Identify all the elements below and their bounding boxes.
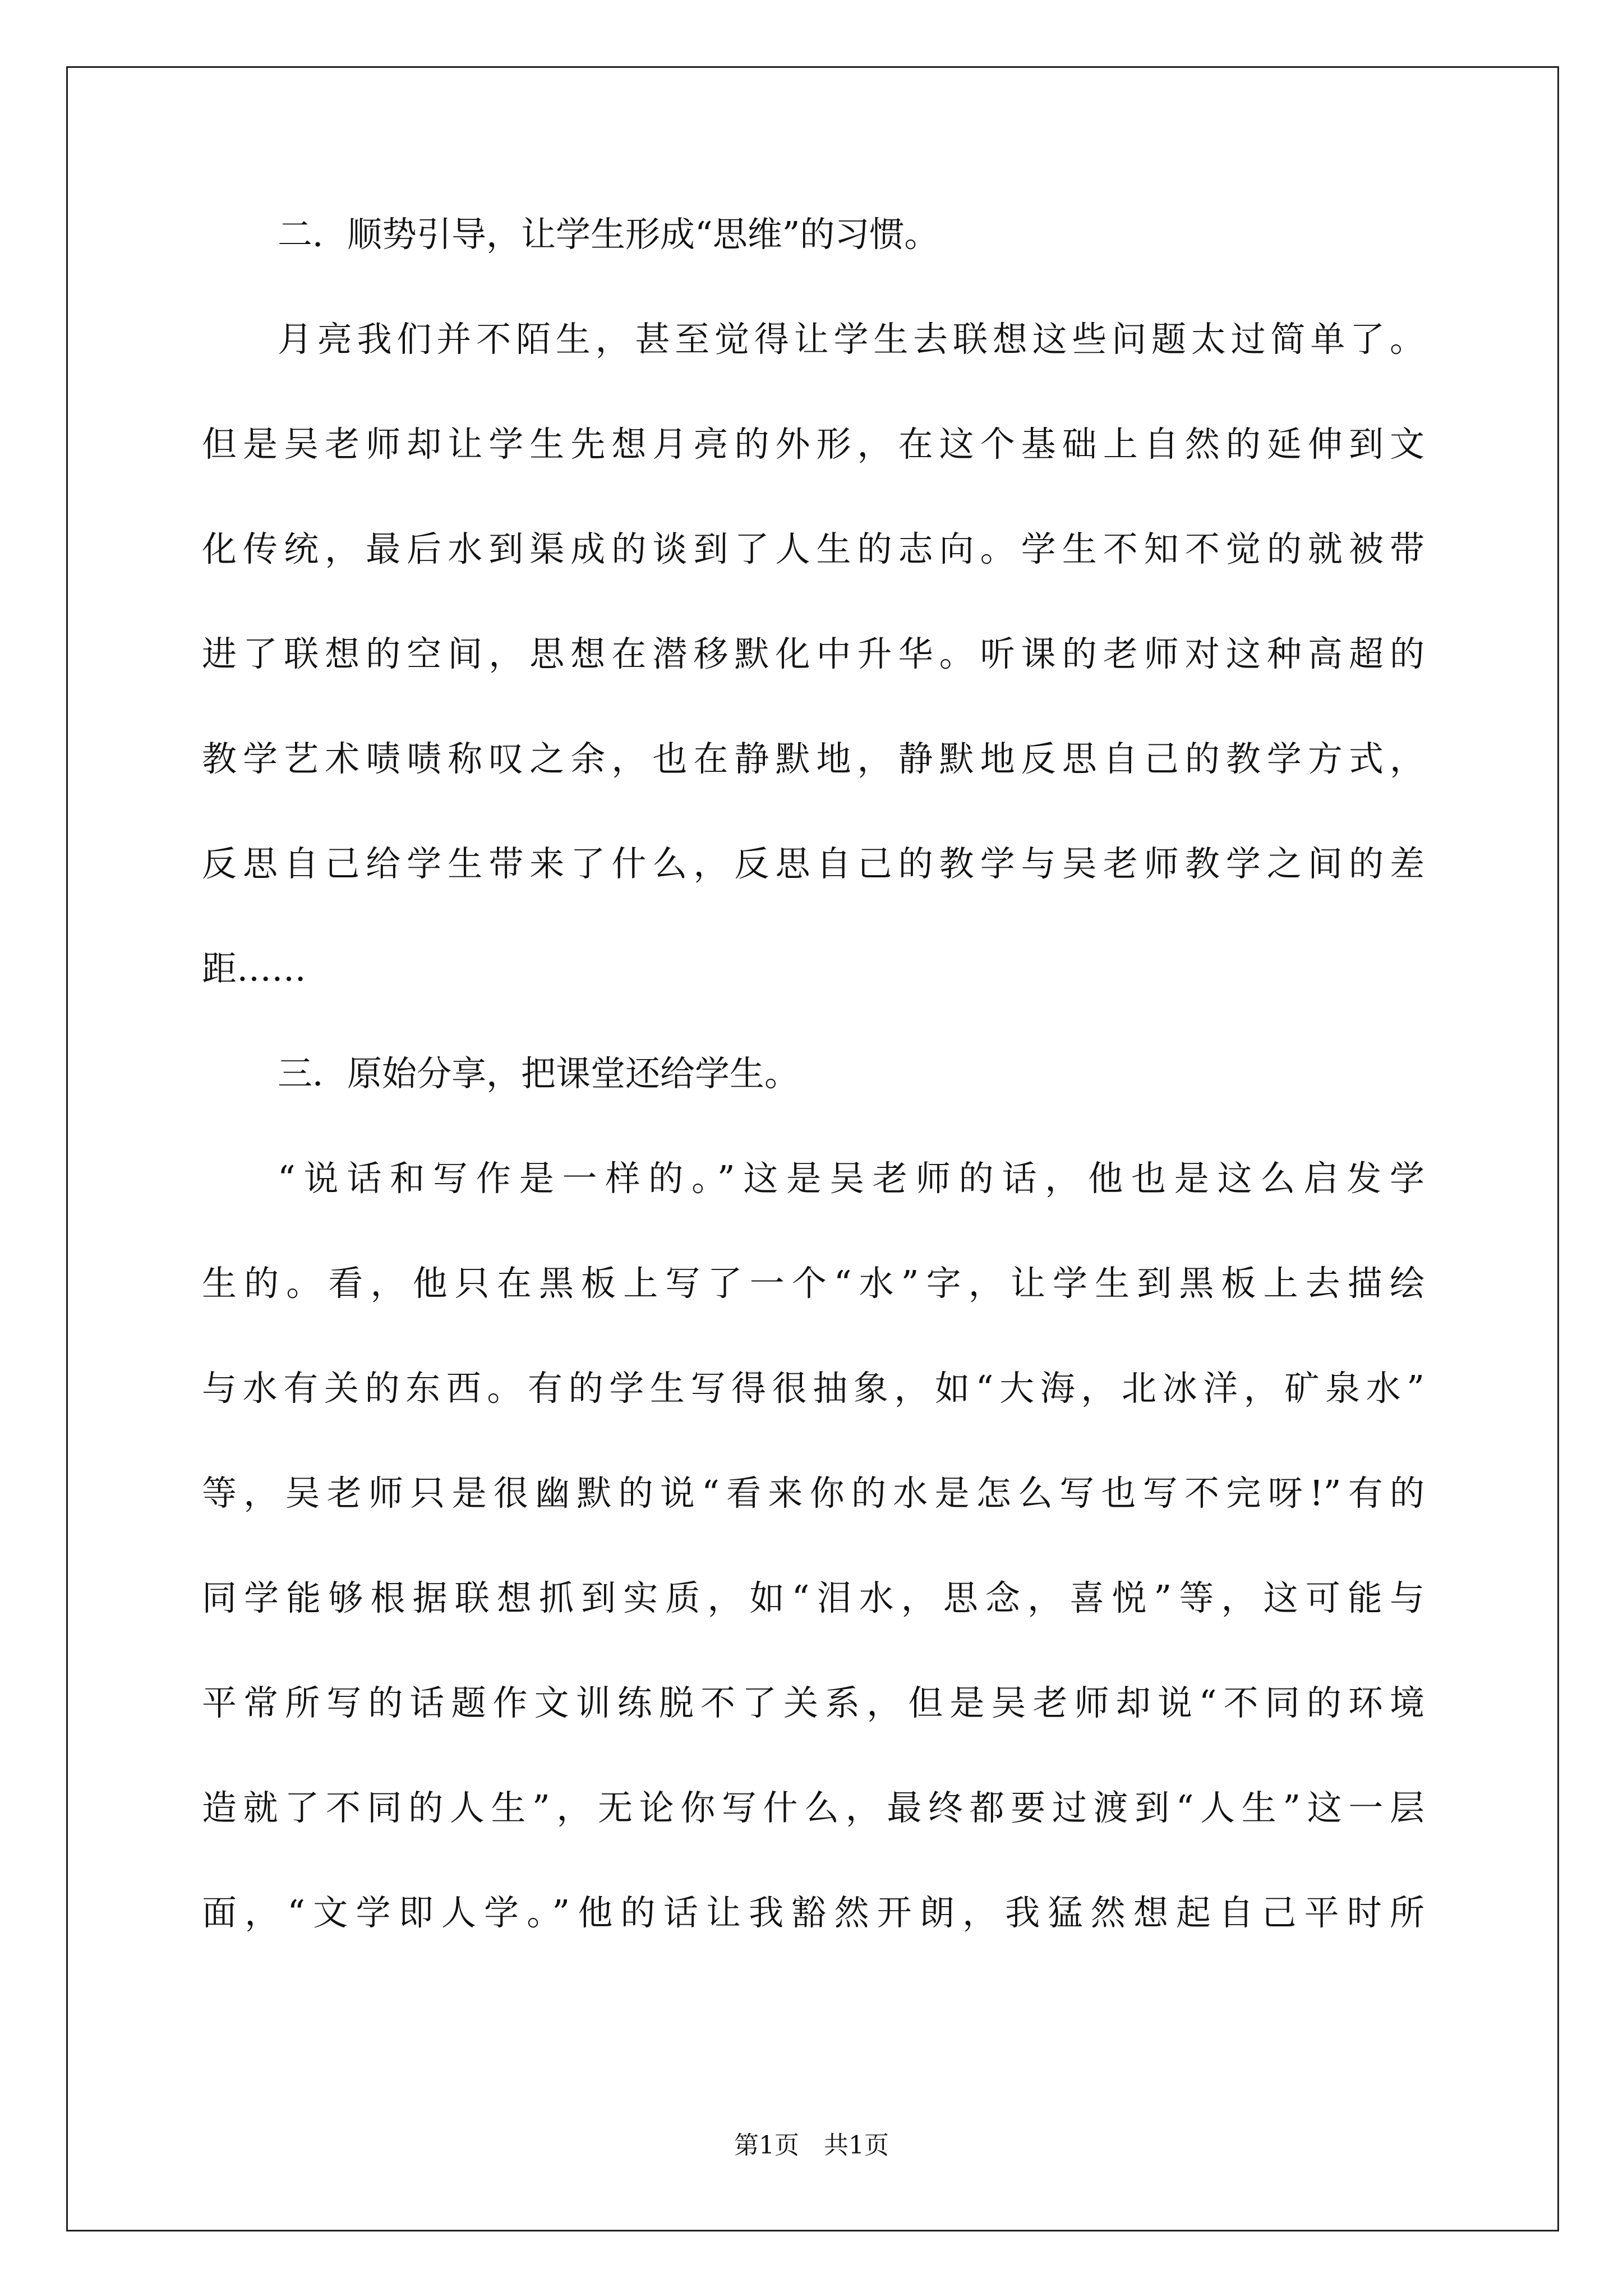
paragraph-line: 同学能够根据联想抓到实质，如“泪水，思念，喜悦”等，这可能与 bbox=[202, 1577, 1424, 1618]
paragraph-line: 生的。看，他只在黑板上写了一个“水”字，让学生到黑板上去描绘 bbox=[202, 1263, 1424, 1304]
paragraph-line: 等，吴老师只是很幽默的说“看来你的水是怎么写也写不完呀!”有的 bbox=[202, 1473, 1424, 1513]
paragraph-line: 平常所写的话题作文训练脱不了关系，但是吴老师却说“不同的环境 bbox=[202, 1682, 1424, 1723]
paragraph-line: 进了联想的空间，思想在潜移默化中升华。听课的老师对这种高超的 bbox=[202, 633, 1424, 674]
paragraph-line: 月亮我们并不陌生，甚至觉得让学生去联想这些问题太过简单了。 bbox=[278, 319, 1424, 360]
section-heading-three: 三．原始分享，把课堂还给学生。 bbox=[278, 1053, 800, 1094]
paragraph-line: 化传统，最后水到渠成的谈到了人生的志向。学生不知不觉的就被带 bbox=[202, 528, 1424, 569]
paragraph-line: “说话和写作是一样的。”这是吴老师的话，他也是这么启发学 bbox=[278, 1158, 1424, 1199]
paragraph-line: 但是吴老师却让学生先想月亮的外形，在这个基础上自然的延伸到文 bbox=[202, 424, 1424, 464]
paragraph-line: 教学艺术啧啧称叹之余，也在静默地，静默地反思自己的教学方式， bbox=[202, 738, 1424, 779]
paragraph-line: 距…… bbox=[202, 948, 307, 989]
paragraph-line: 反思自己给学生带来了什么，反思自己的教学与吴老师教学之间的差 bbox=[202, 843, 1424, 884]
paragraph-line: 造就了不同的人生”，无论你写什么，最终都要过渡到“人生”这一层 bbox=[202, 1787, 1424, 1828]
paragraph-line: 面，“文学即人学。”他的话让我豁然开朗，我猛然想起自己平时所 bbox=[202, 1892, 1424, 1933]
page-footer: 第1页 共1页 bbox=[734, 2131, 889, 2160]
section-heading-two: 二．顺势引导，让学生形成“思维”的习惯。 bbox=[278, 214, 939, 255]
paragraph-line: 与水有关的东西。有的学生写得很抽象，如“大海，北冰洋，矿泉水” bbox=[202, 1368, 1424, 1409]
